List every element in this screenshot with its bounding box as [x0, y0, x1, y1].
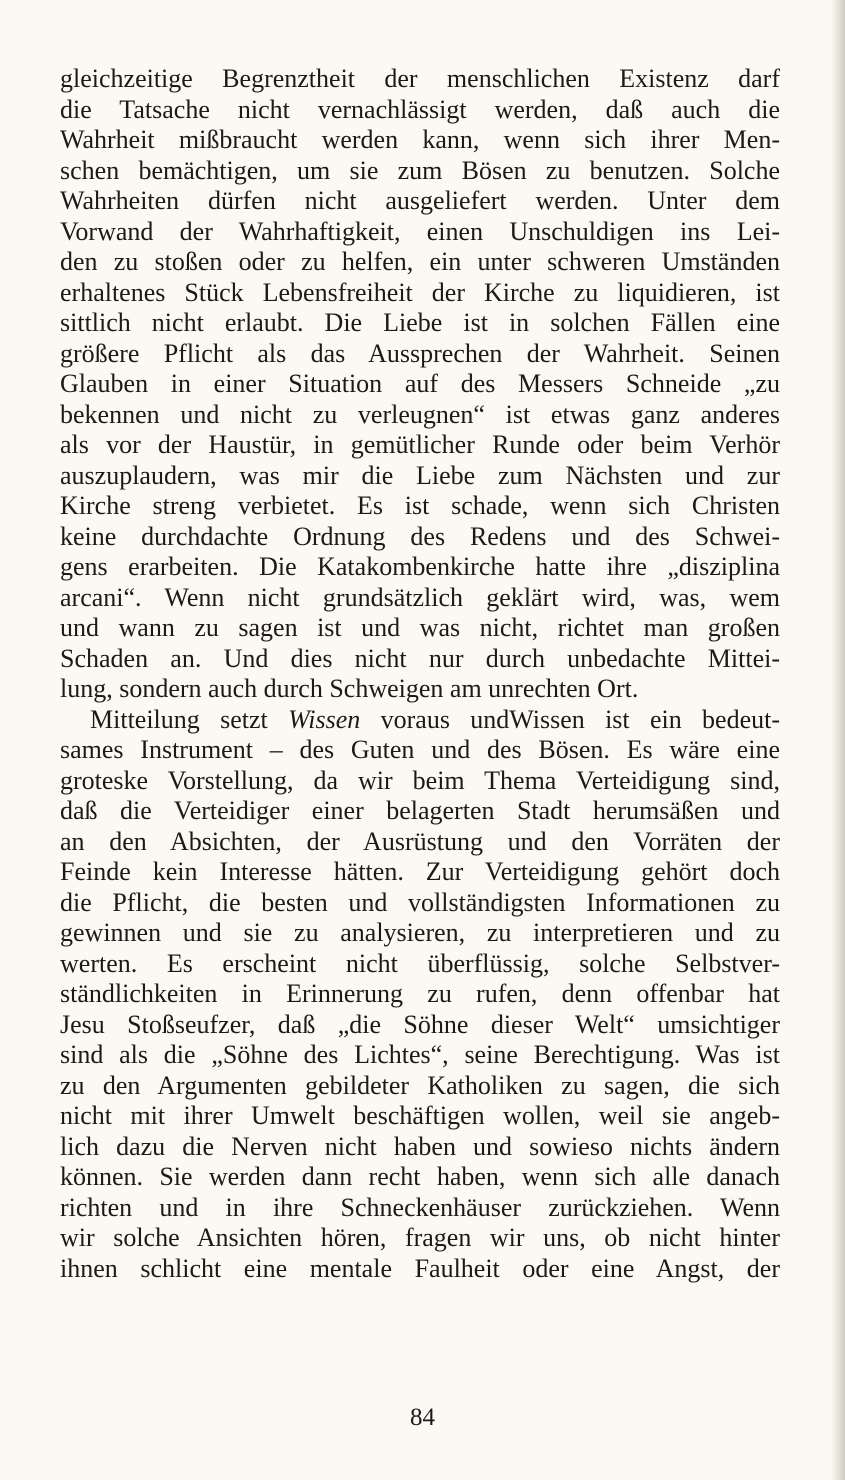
text-line: die Tatsache nicht vernachlässigt werden, daß auch die	[60, 94, 780, 124]
text-line: sittlich nicht erlaubt. Die Liebe ist in solchen Fällen eine	[60, 308, 780, 337]
emphasis-word: Wissen	[288, 704, 361, 734]
text-line: groteske Vorstellung, da wir beim Thema Verteidigung sind,	[60, 765, 780, 795]
text-line: richten und in ihre Schneckenhäuser zurückziehen. Wenn	[60, 1192, 780, 1222]
paragraph-first-line	[60, 705, 780, 736]
text-line: Kirche streng verbietet. Es ist schade, wenn sich Christen	[60, 491, 780, 520]
text-line: den zu stoßen oder zu helfen, ein unter schweren Umständen	[60, 247, 780, 276]
text-line: die Pflicht, die besten und vollständigsten Informationen zu	[60, 887, 780, 917]
text-line: Jesu Stoßseufzer, daß „die Söhne dieser Welt“ umsichtiger	[60, 1009, 780, 1039]
text-line: ständlichkeiten in Erinnerung zu rufen, denn offenbar hat	[60, 979, 780, 1008]
text-line: Wahrheit mißbraucht werden kann, wenn sich ihrer Men-	[60, 125, 780, 154]
text-line: erhaltenes Stück Lebensfreiheit der Kirche zu liquidieren, ist	[60, 277, 780, 307]
text-line: arcani“. Wenn nicht grundsätzlich geklärt wird, was, wem	[60, 582, 780, 612]
text-line: Schaden an. Und dies nicht nur durch unbedachte Mittei-	[60, 643, 780, 673]
text-line: und wann zu sagen ist und was nicht, richtet man großen	[60, 613, 780, 642]
text-line: Wahrheiten dürfen nicht ausgeliefert werden. Unter dem	[60, 186, 780, 215]
text-line: Glauben in einer Situation auf des Messers Schneide „zu	[60, 369, 780, 398]
text-line: werten. Es erscheint nicht überflüssig, solche Selbstver-	[60, 948, 780, 978]
text-line: schen bemächtigen, um sie zum Bösen zu benutzen. Solche	[60, 155, 780, 185]
text-line: nicht mit ihrer Umwelt beschäftigen wollen, weil sie angeb-	[60, 1101, 780, 1130]
text-line: größere Pflicht als das Aussprechen der Wahrheit. Seinen	[60, 338, 780, 368]
text-line: bekennen und nicht zu verleugnen“ ist etwas ganz anderes	[60, 399, 780, 429]
text-line: keine durchdachte Ordnung des Redens und des Schwei-	[60, 521, 780, 551]
text-line: sames Instrument – des Guten und des Bösen. Es wäre eine	[60, 735, 780, 764]
text-run: Mitteilung setzt	[90, 704, 289, 734]
text-line: lich dazu die Nerven nicht haben und sowieso nichts ändern	[60, 1131, 780, 1161]
text-line: Vorwand der Wahrhaftigkeit, einen Unschuldigen ins Lei-	[60, 216, 780, 246]
text-line: als vor der Haustür, in gemütlicher Runde oder beim Verhör	[60, 430, 780, 459]
text-line: ihnen schlicht eine mentale Faulheit oder eine Angst, der	[60, 1253, 780, 1283]
body-text	[60, 64, 780, 1284]
text-line: Feinde kein Interesse hätten. Zur Verteidigung gehört doch	[60, 857, 780, 886]
text-line: gewinnen und sie zu analysieren, zu interpretieren und zu	[60, 918, 780, 947]
text-line: wir solche Ansichten hören, fragen wir uns, ob nicht hinter	[60, 1223, 780, 1252]
text-run: voraus undWissen ist ein bedeut-	[360, 704, 780, 734]
text-line: gens erarbeiten. Die Katakombenkirche hatte ihre „disziplina	[60, 552, 780, 581]
page-edge-shadow	[831, 0, 845, 1480]
text-line: auszuplaudern, was mir die Liebe zum Nächsten und zur	[60, 460, 780, 490]
text-line: an den Absichten, der Ausrüstung und den Vorräten der	[60, 826, 780, 856]
text-line: können. Sie werden dann recht haben, wenn sich alle danach	[60, 1162, 780, 1191]
text-line: gleichzeitige Begrenztheit der menschlichen Existenz darf	[60, 64, 780, 93]
page-number: 84	[410, 1404, 435, 1431]
text-line: zu den Argumenten gebildeter Katholiken zu sagen, die sich	[60, 1070, 780, 1100]
text-line: sind als die „Söhne des Lichtes“, seine Berechtigung. Was ist	[60, 1040, 780, 1069]
text-line: daß die Verteidiger einer belagerten Stadt herumsäßen und	[60, 796, 780, 825]
text-line: lung, sondern auch durch Schweigen am unrechten Ort.	[60, 674, 639, 703]
